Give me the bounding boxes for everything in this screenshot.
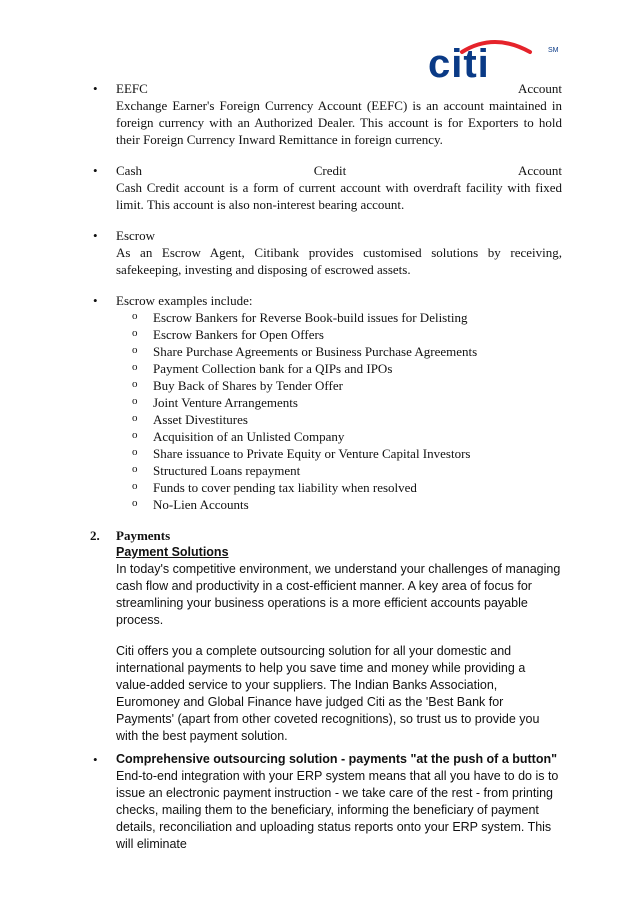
eefc-name: • EEFC [116,81,148,96]
example-item: o Joint Venture Arrangements [116,394,562,411]
outsourcing-title: • Comprehensive outsourcing solution - payments "at the push of a button" [116,752,558,766]
example-item: o Acquisition of an Unlisted Company [116,428,562,445]
escrow-heading: • Escrow [116,228,155,243]
citi-logo-text: citi [428,42,490,80]
list-item-cash-credit [90,162,562,213]
list-item-escrow [90,227,562,278]
section-subtitle: Payment Solutions [116,545,229,559]
credit-word: Credit [313,163,347,178]
section-payments [90,527,562,745]
example-item: o Share issuance to Private Equity or Venture Capital Investors [116,445,562,462]
example-item: o Escrow Bankers for Open Offers [116,326,562,343]
escrow-examples-list [116,309,562,513]
example-item: o Buy Back of Shares by Tender Offer [116,377,562,394]
example-item: o No-Lien Accounts [116,496,562,513]
example-item: o Payment Collection bank for a QIPs and IPOs [116,360,562,377]
cash-credit-description: Cash Credit account is a form of current account with overdraft facility with fixed limit. This account is also non-interest bearing account. [116,180,562,212]
list-item-outsourcing [90,751,562,853]
example-item: o Funds to cover pending tax liability when resolved [116,479,562,496]
cash-credit-heading [116,162,562,179]
example-item: o Escrow Bankers for Reverse Book-build issues for Delisting [116,309,562,326]
document-body [90,80,562,867]
example-item: o Asset Divestitures [116,411,562,428]
cash-word: • Cash [116,163,142,178]
escrow-description: As an Escrow Agent, Citibank provides customised solutions by receiving, safekeeping, investing and disposing of escrowed assets. [116,245,562,277]
eefc-heading [116,80,562,97]
example-item: o Share Purchase Agreements or Business Purchase Agreements [116,343,562,360]
eefc-label: Account [517,81,562,96]
example-item: o Structured Loans repayment [116,462,562,479]
payments-paragraph-1: In today's competitive environment, we understand your challenges of managing cash flow and productivity in a cost-efficient manner. A key area of focus for streamlining your business operations is a more efficient accounts payable process. [116,562,561,627]
list-item-eefc [90,80,562,148]
escrow-examples-heading: • Escrow examples include: [116,293,253,308]
section-title: Payments [116,528,171,543]
section-number: 2. [90,528,100,543]
trademark-text: SM [548,47,559,54]
account-word: Account [517,163,562,178]
payments-paragraph-2: Citi offers you a complete outsourcing solution for all your domestic and international payments to help you save time and money while providing a value-added service to your suppliers. The Indian Banks Association, Euromoney and Global Finance have judged Citi as the 'Best Bank for Payments' (apart from other coveted recognitions), so trust us to provide you with the best payment solution. [116,644,540,743]
eefc-description: Exchange Earner's Foreign Currency Account (EEFC) is an account maintained in foreign currency with an Authorized Dealer. This account is for Exporters to hold their Foreign Currency Inward Remittance in foreign currency. [116,98,562,147]
outsourcing-description: End-to-end integration with your ERP system means that all you have to do is to issue an electronic payment instruction - we take care of the rest - from printing checks, mailing them to the beneficiary, informing the beneficiary of payment details, reconciliation and uploading status reports onto your ERP system. This will eliminate [116,769,559,851]
citi-logo [418,36,574,80]
list-item-escrow-examples [90,292,562,513]
